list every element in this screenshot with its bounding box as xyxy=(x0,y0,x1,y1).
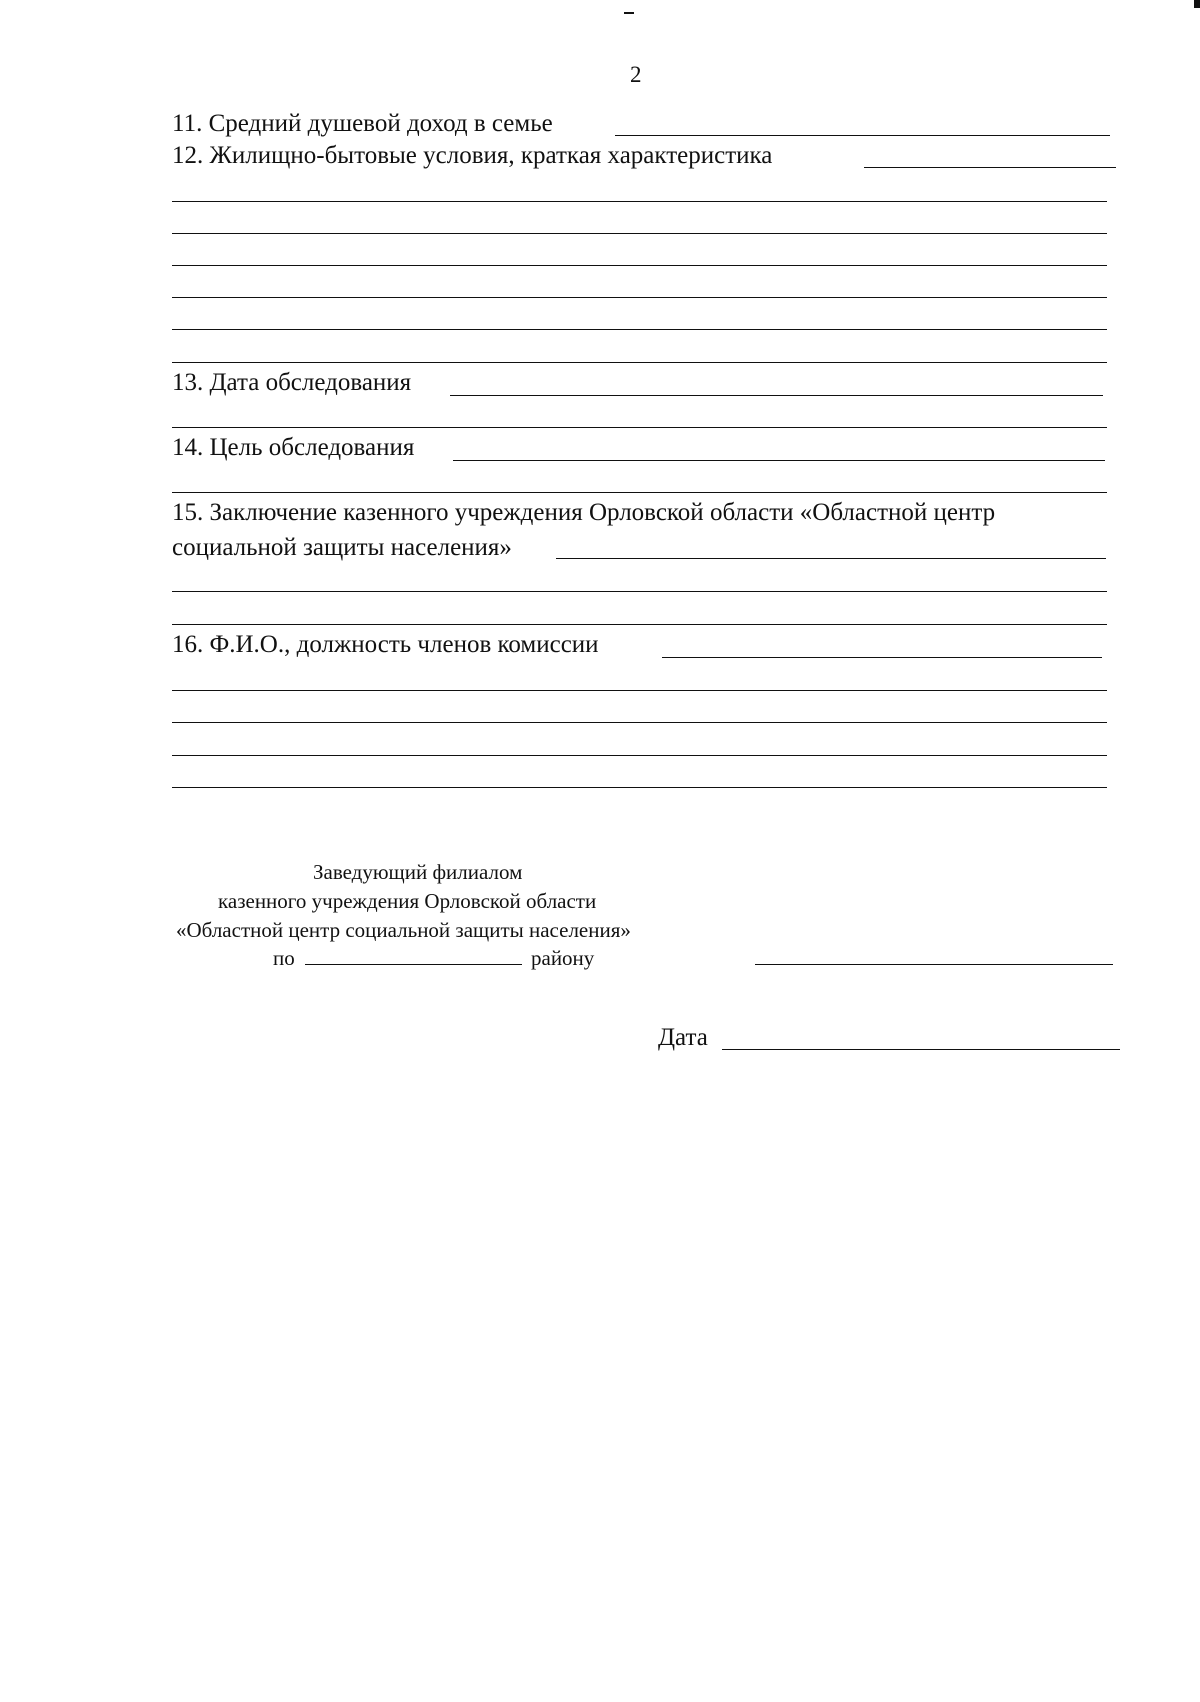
date-answer-line[interactable] xyxy=(722,1049,1120,1050)
item-14-line-1[interactable] xyxy=(172,492,1107,493)
scan-mark-corner xyxy=(1194,0,1200,8)
item-16-label: 16. Ф.И.О., должность членов комиссии xyxy=(172,631,599,658)
district-blank-line[interactable] xyxy=(305,964,522,965)
signature-title-line1: Заведующий филиалом xyxy=(313,860,523,884)
item-13-label: 13. Дата обследования xyxy=(172,369,412,396)
item-12-line-4[interactable] xyxy=(172,297,1107,298)
item-16-line-4[interactable] xyxy=(172,787,1107,788)
item-11-label: 11. Средний душевой доход в семье xyxy=(172,110,553,137)
item-12-line-6[interactable] xyxy=(172,362,1107,363)
item-11-answer-line[interactable] xyxy=(615,135,1110,136)
signature-title-line2: казенного учреждения Орловской области xyxy=(218,889,597,913)
item-12-label: 12. Жилищно-бытовые условия, краткая характеристика xyxy=(172,142,773,169)
item-12-line-5[interactable] xyxy=(172,329,1107,330)
item-16-line-1[interactable] xyxy=(172,690,1107,691)
item-16-line-3[interactable] xyxy=(172,755,1107,756)
item-15-answer-line[interactable] xyxy=(556,558,1106,559)
item-12-answer-line[interactable] xyxy=(864,167,1116,168)
scan-mark-top xyxy=(624,12,634,14)
page-number: 2 xyxy=(630,62,642,87)
date-label: Дата xyxy=(658,1024,708,1051)
item-13-line-1[interactable] xyxy=(172,427,1107,428)
item-16-answer-line[interactable] xyxy=(662,657,1102,658)
item-16-line-2[interactable] xyxy=(172,722,1107,723)
signature-title-line3: «Областной центр социальной защиты населения» xyxy=(176,918,631,942)
item-12-line-2[interactable] xyxy=(172,233,1107,234)
signature-line[interactable] xyxy=(755,964,1113,965)
item-15-label-line2: социальной защиты населения» xyxy=(172,534,512,561)
item-14-answer-line[interactable] xyxy=(453,460,1105,461)
item-15-line-1[interactable] xyxy=(172,591,1107,592)
signature-po: по xyxy=(273,946,295,970)
item-12-line-1[interactable] xyxy=(172,201,1107,202)
item-13-answer-line[interactable] xyxy=(450,395,1103,396)
item-15-line-2[interactable] xyxy=(172,624,1107,625)
item-12-line-3[interactable] xyxy=(172,265,1107,266)
item-15-label-line1: 15. Заключение казенного учреждения Орловской области «Областной центр xyxy=(172,499,996,526)
signature-rayon: району xyxy=(531,946,595,970)
item-14-label: 14. Цель обследования xyxy=(172,434,415,461)
